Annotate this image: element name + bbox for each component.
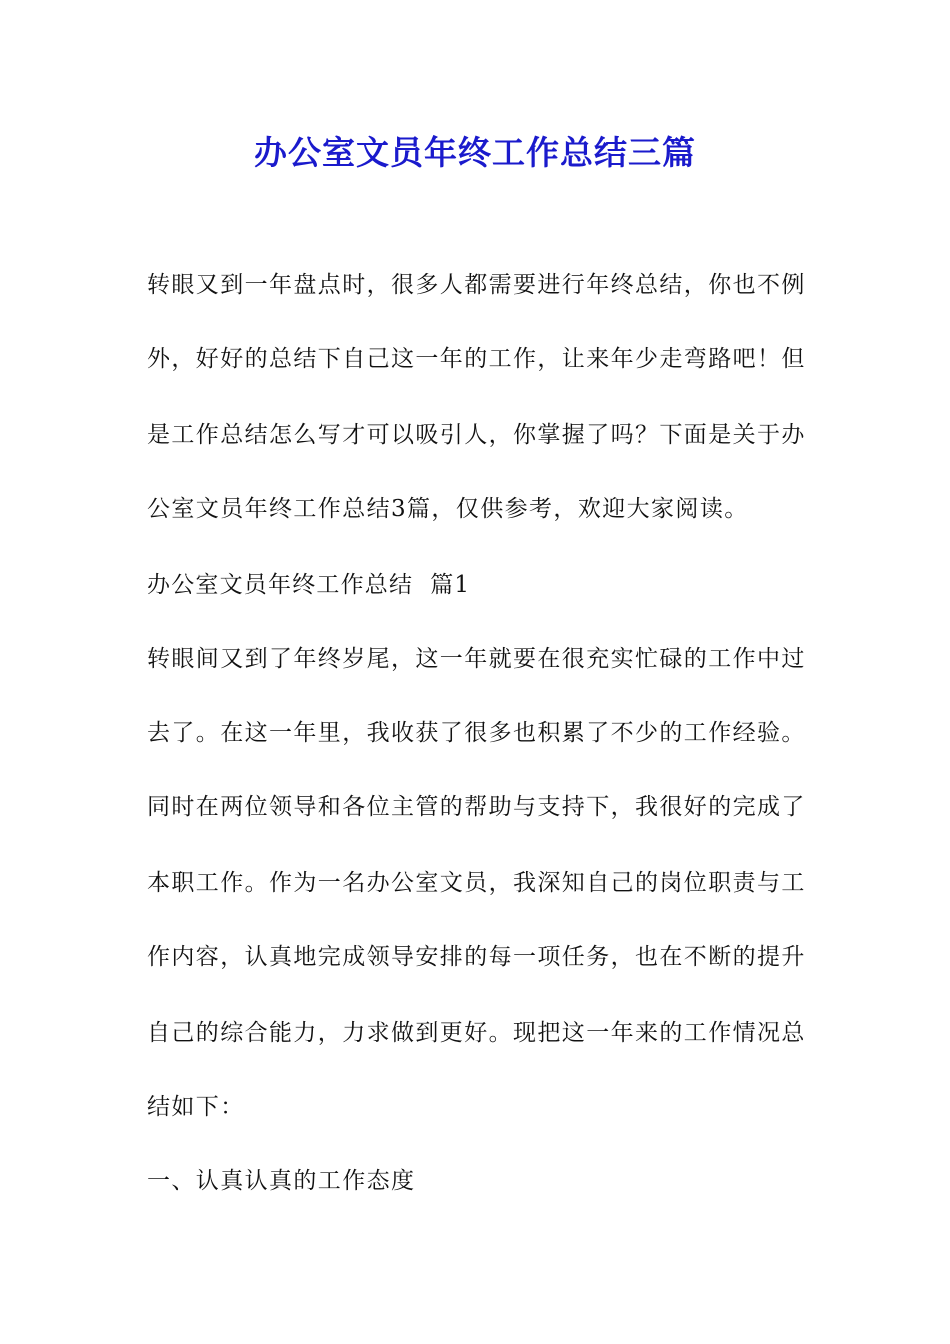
intro-line: 是工作总结怎么写才可以吸引人，你掌握了吗？下面是关于办 — [147, 422, 806, 448]
document-title: 办公室文员年终工作总结三篇 — [254, 133, 696, 172]
intro-line: 转眼又到一年盘点时，很多人都需要进行年终总结，你也不例 — [147, 272, 806, 298]
intro-line: 公室文员年终工作总结3篇，仅供参考，欢迎大家阅读。 — [147, 496, 749, 522]
body-line: 本职工作。作为一名办公室文员，我深知自己的岗位职责与工 — [147, 870, 806, 896]
body-line: 结如下： — [147, 1094, 245, 1120]
body-line: 转眼间又到了年终岁尾，这一年就要在很充实忙碌的工作中过 — [147, 646, 806, 672]
body-line: 同时在两位领导和各位主管的帮助与支持下，我很好的完成了 — [147, 794, 806, 820]
body-line: 去了。在这一年里，我收获了很多也积累了不少的工作经验。 — [147, 720, 806, 746]
section-heading: 办公室文员年终工作总结 篇1 — [147, 572, 471, 598]
body-line: 作内容，认真地完成领导安排的每一项任务，也在不断的提升 — [147, 944, 806, 970]
body-line: 自己的综合能力，力求做到更好。现把这一年来的工作情况总 — [147, 1020, 806, 1046]
subheading: 一、认真认真的工作态度 — [147, 1168, 416, 1194]
intro-line: 外，好好的总结下自己这一年的工作，让来年少走弯路吧！但 — [147, 346, 806, 372]
